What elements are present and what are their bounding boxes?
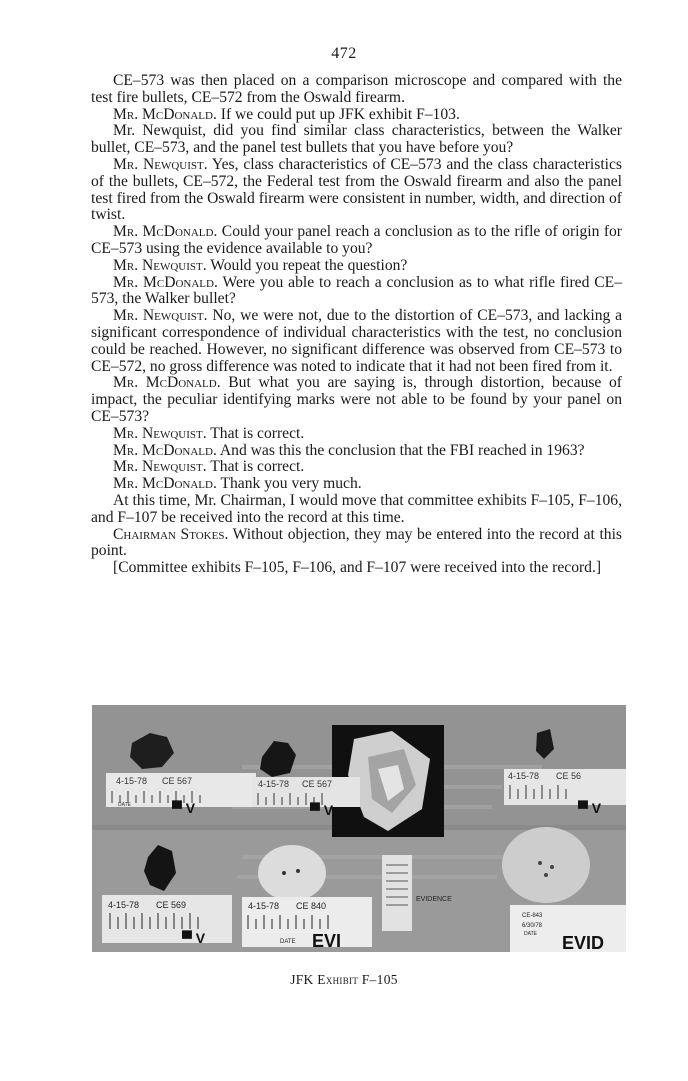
paragraph-text: [Committee exhibits F–105, F–106, and F–107 were received into the record.]: [113, 559, 602, 577]
paragraph-text: Were you able to reach a conclusion as to what rifle fired CE–573, the Walker bullet?: [91, 273, 622, 308]
disc-ce840: [258, 845, 326, 901]
testimony-paragraph: [91, 258, 622, 275]
testimony-paragraph: [91, 73, 622, 107]
exhibit-caption-text: JFK Exhibit F–105: [290, 972, 398, 987]
paragraph-text: And was this the conclusion that the FBI reached in 1963?: [216, 441, 585, 459]
svg-text:4-15-78: 4-15-78: [248, 901, 280, 911]
speaker-name: Mr. Newquist.: [113, 256, 207, 274]
paragraph-text: If we could put up JFK exhibit F–103.: [216, 105, 460, 123]
paragraph-text: At this time, Mr. Chairman, I would move that committee exhibits F–105, F–106, and F–107 be received into the record at this time.: [91, 491, 622, 526]
svg-text:▀ V: ▀ V: [310, 802, 334, 818]
paragraph-text: Yes, class characteristics of CE–573 and the class characteristics of the bullets, CE–572, the Federal test from the Oswald firearm and also the panel test fired from the Oswald firearm were consistent in number, width, and direction of twist.: [91, 155, 622, 224]
svg-text:CE 56: CE 56: [556, 771, 582, 781]
svg-text:CE 567: CE 567: [162, 776, 193, 786]
speaker-name: Mr. Newquist.: [113, 424, 207, 442]
paragraph-text: That is correct.: [206, 458, 305, 476]
svg-text:CE-843: CE-843: [522, 913, 543, 919]
testimony-text: [91, 73, 622, 577]
ruler-ce840: [242, 897, 372, 951]
svg-text:4-15-78: 4-15-78: [258, 779, 290, 789]
ruler-ce569: [102, 895, 232, 946]
disc-ce843: [502, 827, 590, 903]
svg-text:▀ V: ▀ V: [578, 800, 602, 816]
svg-text:4-15-78: 4-15-78: [108, 900, 140, 910]
ruler-ce843: [510, 905, 626, 952]
testimony-paragraph: [91, 459, 622, 476]
exhibit-photo: [92, 705, 626, 952]
paragraph-text: No, we were not, due to the distortion of CE–573, and lacking a significant correspondence of individual characteristics with the test, no conclusion could be reached. However, no significant difference was observed from CE–573 to CE–572, no gross difference was noted to indicate that it had not been fired from it.: [91, 307, 623, 375]
page-number: 472: [331, 45, 357, 62]
paragraph-text: CE–573 was then placed on a comparison microscope and compared with the test fire bullets, CE–572 from the Oswald firearm.: [91, 72, 622, 106]
testimony-paragraph: [91, 308, 622, 375]
exhibit-photo-graphic: [92, 705, 626, 952]
testimony-paragraph: [91, 527, 622, 561]
speaker-name: Mr. McDonald.: [113, 441, 217, 459]
testimony-paragraph: [91, 426, 622, 443]
speaker-name: Mr. McDonald.: [113, 105, 217, 123]
speaker-name: Mr. McDonald.: [113, 273, 218, 291]
testimony-paragraph: [91, 123, 622, 157]
svg-text:DATE: DATE: [524, 931, 537, 937]
paragraph-text: But what you are saying is, through distortion, because of impact, the peculiar identifying marks were not able to be found by your panel on CE–573?: [91, 374, 622, 425]
speaker-name: Mr. Newquist.: [113, 155, 208, 173]
speaker-name: Mr. Newquist.: [113, 458, 207, 476]
speaker-name: Mr. McDonald.: [113, 374, 221, 392]
svg-text:▀ V: ▀ V: [172, 800, 196, 816]
testimony-paragraph: [91, 560, 622, 577]
paragraph-text: Would you repeat the question?: [206, 256, 408, 274]
svg-text:DATE: DATE: [118, 802, 131, 808]
testimony-paragraph: [91, 107, 622, 124]
svg-text:▀ V: ▀ V: [182, 930, 206, 946]
svg-text:CE 567: CE 567: [302, 779, 333, 789]
svg-text:CE 840: CE 840: [296, 901, 327, 911]
svg-text:DATE: DATE: [280, 939, 296, 945]
svg-text:6/30/78: 6/30/78: [522, 923, 543, 929]
testimony-paragraph: [91, 443, 622, 460]
testimony-paragraph: [91, 157, 622, 224]
svg-text:EVIDENCE: EVIDENCE: [416, 896, 452, 903]
paragraph-text: Without objection, they may be entered into the record at this point.: [91, 525, 622, 560]
svg-text:4-15-78: 4-15-78: [116, 776, 148, 786]
paragraph-text: Mr. Newquist, did you find similar class characteristics, between the Walker bullet, CE–573, and the panel test bullets that you have before you?: [91, 122, 622, 157]
svg-text:4-15-78: 4-15-78: [508, 771, 540, 781]
paragraph-text: That is correct.: [206, 424, 305, 442]
testimony-paragraph: [91, 493, 622, 527]
exhibit-caption: [0, 972, 688, 988]
testimony-paragraph: [91, 224, 622, 258]
svg-text:EVI: EVI: [312, 931, 342, 951]
speaker-name: Mr. McDonald.: [113, 475, 217, 493]
paragraph-text: Thank you very much.: [216, 475, 362, 493]
speaker-name: Mr. Newquist.: [113, 307, 208, 325]
testimony-paragraph: [91, 375, 622, 425]
speaker-name: Chairman Stokes.: [113, 525, 229, 543]
paragraph-text: Could your panel reach a conclusion as to the rifle of origin for CE–573 using the evidence available to you?: [91, 223, 623, 257]
testimony-paragraph: [91, 476, 622, 493]
speaker-name: Mr. McDonald.: [113, 223, 218, 241]
testimony-paragraph: [91, 275, 622, 309]
svg-text:CE 569: CE 569: [156, 900, 187, 910]
svg-text:EVID: EVID: [562, 933, 605, 952]
